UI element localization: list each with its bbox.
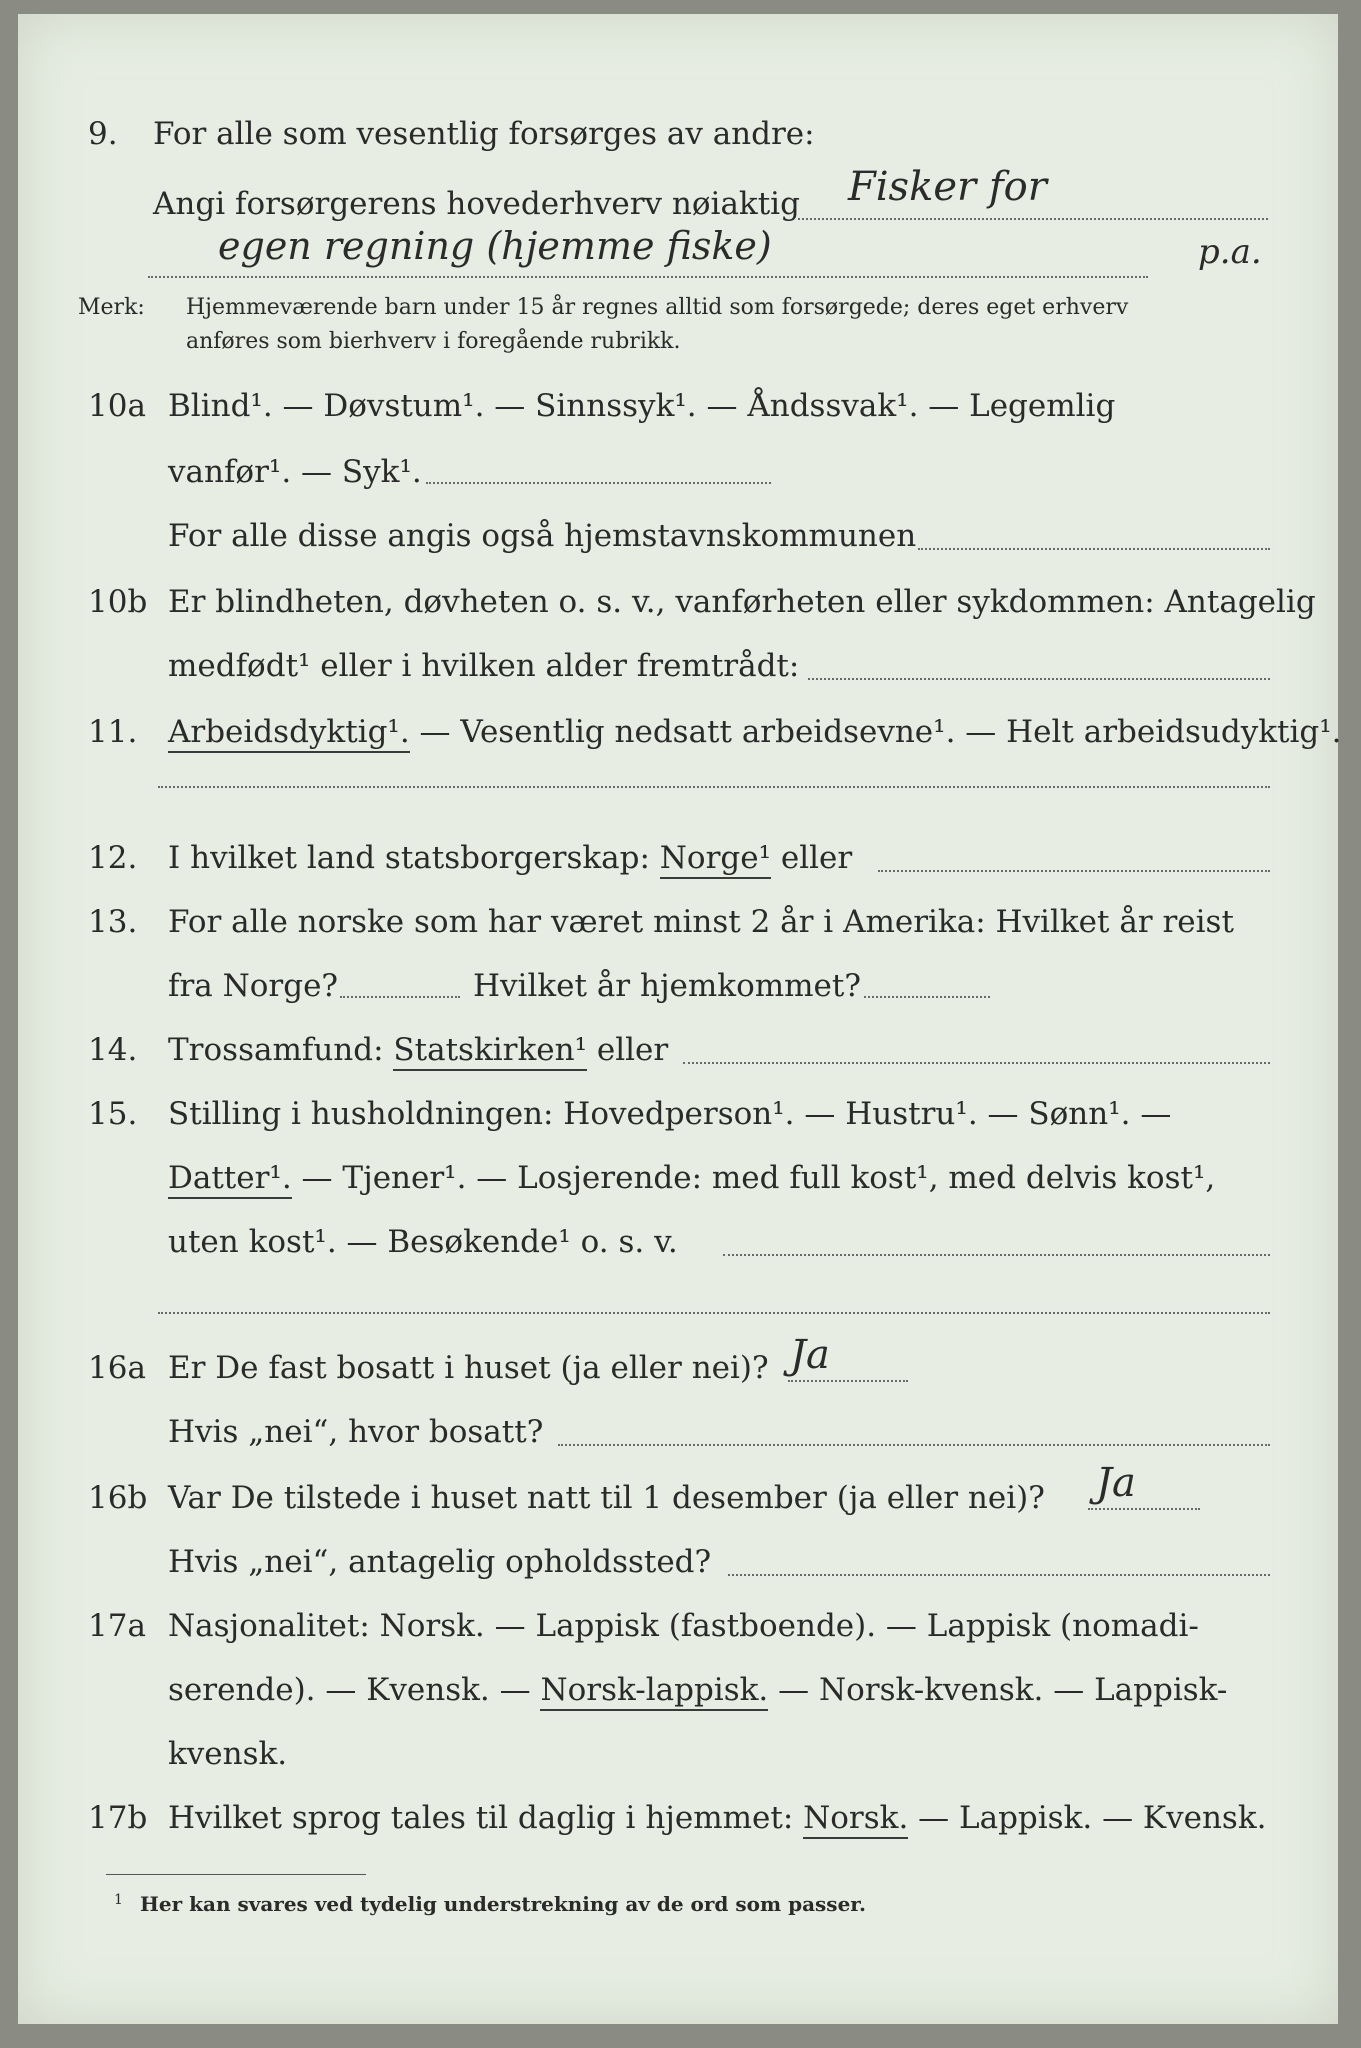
q16a-handwritten-answer: Ja [790,1332,830,1378]
q13-text2a: fra Norge? [168,968,339,1004]
q12-text [168,838,852,878]
q11-number: 11. [88,714,138,750]
q13-text2b: Hvilket år hjemkommet? [473,968,861,1004]
q16b-answer-line[interactable] [1088,1508,1200,1510]
q16a-text2: Hvis „nei“, hvor bosatt? [168,1414,544,1450]
q15-answer-line[interactable] [723,1254,1270,1256]
q11-text [168,712,1342,752]
q12-answer-line[interactable] [878,870,1270,872]
q13-year-left-line[interactable] [340,996,460,998]
q10b-text2: medfødt¹ eller i hvilken alder fremtrådt: [168,648,800,684]
q17a-number: 17a [88,1608,146,1644]
q17a-text2 [168,1670,1227,1710]
q11-selected-option[interactable]: Arbeidsdyktig¹. [168,714,410,753]
q9-handwritten-answer1: Fisker for [848,164,1047,210]
q9-text1: For alle som vesentlig forsørges av andre: [153,116,815,152]
q10a-answer-line[interactable] [426,482,771,484]
q16b-handwritten-answer: Ja [1096,1460,1136,1506]
q10a-text3: For alle disse angis også hjemstavnskommunen [168,518,917,554]
q17a-pre: serende). — Kvensk. — [168,1672,541,1708]
q17b-pre: Hvilket sprog tales til daglig i hjemmet: [168,1800,804,1836]
q12-post: eller [771,840,853,876]
q14-answer-line[interactable] [683,1062,1270,1064]
q10a-number: 10a [88,388,146,424]
q13-text1: For alle norske som har været minst 2 år i Amerika: Hvilket år reist [168,904,1234,940]
q15-text1: Stilling i husholdningen: Hovedperson¹. — Hustru¹. — Sønn¹. — [168,1096,1172,1132]
q16b-number: 16b [88,1480,148,1516]
q14-selected-option[interactable]: Statskirken¹ [393,1032,587,1071]
q15-text2 [168,1158,1215,1198]
q12-pre: I hvilket land statsborgerskap: [168,840,660,876]
q15-text3: uten kost¹. — Besøkende¹ o. s. v. [168,1224,678,1260]
q14-number: 14. [88,1032,138,1068]
q12-number: 12. [88,840,138,876]
q9-handwritten-mark: p.a. [1198,232,1262,272]
q16b-text1: Var De tilstede i huset natt til 1 desember (ja eller nei)? [168,1480,1045,1516]
q17a-selected-option[interactable]: Norsk-lappisk. [540,1672,768,1711]
q16a-answer-line[interactable] [788,1380,908,1382]
q9-answer-line1[interactable] [798,218,1268,220]
q15-number: 15. [88,1096,138,1132]
census-form-page [18,14,1342,2024]
merk-label: Merk: [78,295,145,320]
q17a-post: — Norsk-kvensk. — Lappisk- [768,1672,1228,1708]
q9-handwritten-answer2: egen regning (hjemme fiske) [218,224,772,268]
q13-number: 13. [88,904,138,940]
q17a-text3: kvensk. [168,1736,288,1772]
footnote-mark: 1 [114,1892,123,1908]
q17b-text [168,1798,1266,1838]
q10a-text1: Blind¹. — Døvstum¹. — Sinnssyk¹. — Åndssvak¹. — Legemlig [168,388,1116,424]
q9-text2: Angi forsørgerens hovederhverv nøiaktig [153,186,800,222]
q15-rest: — Tjener¹. — Losjerende: med full kost¹, med delvis kost¹, [291,1160,1216,1196]
footnote-text: Her kan svares ved tydelig understrekning av de ord som passer. [140,1892,866,1916]
q10a-text2: vanfør¹. — Syk¹. [168,454,422,490]
merk-text1: Hjemmeværende barn under 15 år regnes alltid som forsørgede; deres eget erhverv [186,295,1129,320]
q16a-residence-line[interactable] [558,1444,1270,1446]
q16a-text1: Er De fast bosatt i huset (ja eller nei)? [168,1350,769,1386]
q17b-number: 17b [88,1800,148,1836]
q16a-number: 16a [88,1350,146,1386]
q15-extra-line[interactable] [158,1312,1270,1314]
q9-answer-line2[interactable] [148,276,1148,278]
q17b-selected-option[interactable]: Norsk. [803,1800,908,1839]
q17a-text1: Nasjonalitet: Norsk. — Lappisk (fastboende). — Lappisk (nomadi- [168,1608,1199,1644]
q14-text [168,1030,668,1070]
merk-text2: anføres som bierhverv i foregående rubrikk. [186,329,681,354]
q10b-answer-line[interactable] [808,678,1270,680]
q14-post: eller [587,1032,669,1068]
q9-number: 9. [88,116,118,152]
q16b-location-line[interactable] [728,1574,1270,1576]
q14-pre: Trossamfund: [168,1032,394,1068]
q13-year-returned-line[interactable] [864,996,990,998]
q15-selected-option[interactable]: Datter¹. [168,1160,292,1199]
q11-rest: — Vesentlig nedsatt arbeidsevne¹. — Helt arbeidsudyktig¹. [409,714,1342,750]
q10b-number: 10b [88,584,148,620]
q17b-post: — Lappisk. — Kvensk. [908,1800,1267,1836]
q10a-hometown-line[interactable] [918,548,1270,550]
q12-selected-option[interactable]: Norge¹ [660,840,771,879]
q11-extra-line[interactable] [158,786,1270,788]
q10b-text1: Er blindheten, døvheten o. s. v., vanførheten eller sykdommen: Antagelig [168,584,1316,620]
q16b-text2: Hvis „nei“, antagelig opholdssted? [168,1544,712,1580]
footnote-divider [106,1874,366,1875]
